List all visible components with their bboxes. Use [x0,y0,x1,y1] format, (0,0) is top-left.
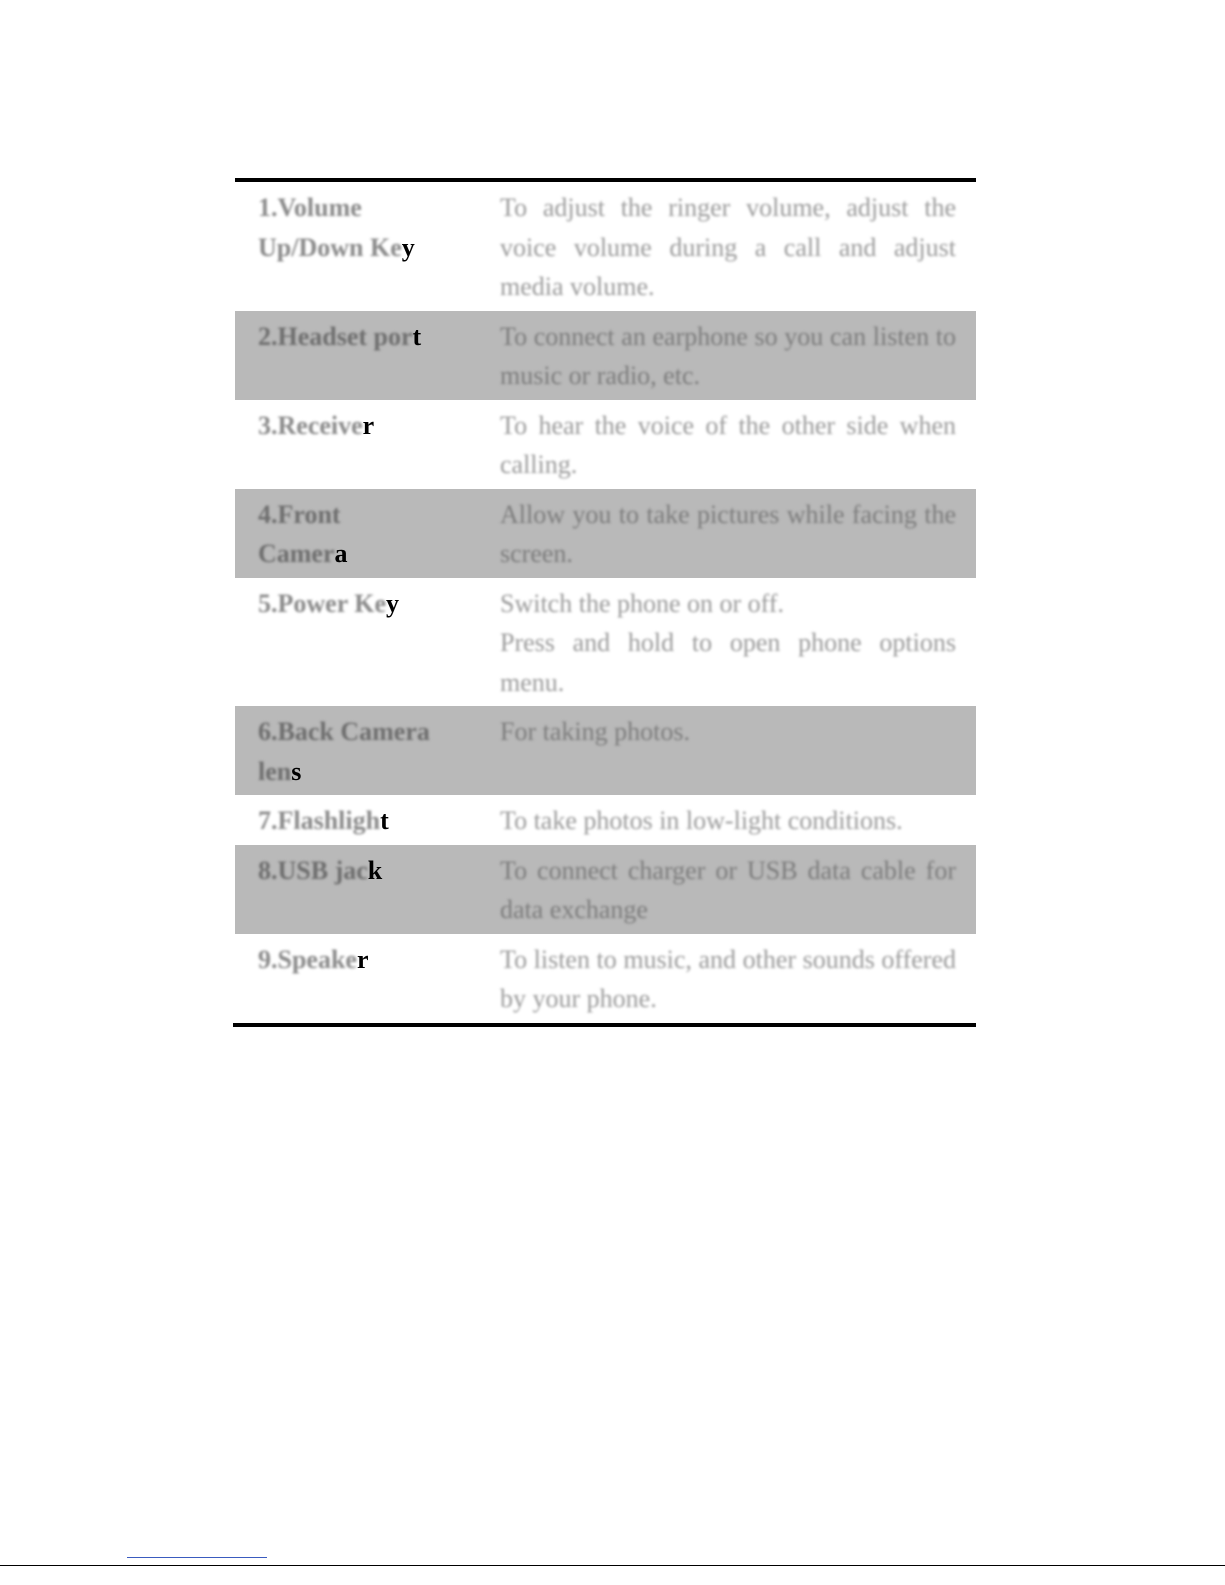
part-description-cell [476,495,976,574]
part-name-text: 3.Receive [258,410,363,440]
table-row [235,182,976,311]
part-name-last-char: t [380,806,389,835]
part-description-text: To connect charger or USB data cable for data exchange [500,855,956,924]
part-name-text-line2: Camer [258,539,335,568]
part-name-last-char: t [412,321,422,351]
part-description-text: To connect an earphone so you can listen to music or radio, etc. [500,321,956,390]
part-name-cell [235,584,476,703]
part-description-cell [476,584,976,703]
part-name-cell [235,188,476,307]
part-name-last-char: y [386,588,400,618]
part-name-text-line2: len [258,756,292,786]
table-row [235,706,976,795]
table-row [235,489,976,578]
part-description-text: To listen to music, and other sounds offered by your phone. [500,944,956,1013]
part-description-cell [476,317,976,396]
part-description-cell [476,940,976,1019]
table-row [235,400,976,489]
part-name-text: 1.Volume [258,193,362,222]
part-name-text: 5.Power Ke [258,588,387,618]
part-name-last-char: a [334,539,348,568]
part-description-cell [476,406,976,485]
part-name-cell [235,940,476,1019]
part-name-cell [235,495,476,574]
part-name-cell [235,712,476,791]
part-name-text: 4.Front [258,499,341,529]
part-name-text: 9.Speake [258,944,357,974]
part-description-cell [476,712,976,791]
part-name-last-char: y [401,232,415,262]
part-name-text: 2.Headset por [258,321,413,351]
part-description-text: Switch the phone on or off. [500,588,785,618]
table-row [235,578,976,707]
part-name-text: 6.Back Camera [258,717,430,746]
part-name-last-char: r [362,410,375,440]
footnote-separator [127,1557,267,1558]
part-description-cell [476,851,976,930]
table-row [235,311,976,400]
part-name-text: 7.Flashligh [258,806,381,835]
part-name-text: 8.USB jac [258,855,368,885]
part-description-cell [476,188,976,307]
part-description-text: Allow you to take pictures while facing the screen. [500,499,956,568]
part-name-cell [235,801,476,841]
table-bottom-rule [233,1023,976,1027]
part-name-text-line2: Up/Down Ke [258,232,402,262]
part-name-last-char: k [367,855,383,885]
part-description-text: To adjust the ringer volume, adjust the voice volume during a call and adjust media volume. [500,193,956,301]
part-description-text: To hear the voice of the other side when calling. [500,410,956,479]
parts-table [235,178,976,1027]
table-row [235,845,976,934]
table-row [235,795,976,845]
part-name-last-char: s [291,756,302,786]
part-name-last-char: r [356,944,369,974]
part-description-text: For taking photos. [500,717,690,746]
part-name-cell [235,406,476,485]
part-description-cell [476,801,976,841]
page-bottom-rule [0,1565,1225,1566]
part-name-cell [235,317,476,396]
part-description-text: To take photos in low-light conditions. [500,806,903,835]
table-row [235,934,976,1023]
part-description-text: Press and hold to open phone options menu. [500,628,956,697]
part-name-cell [235,851,476,930]
